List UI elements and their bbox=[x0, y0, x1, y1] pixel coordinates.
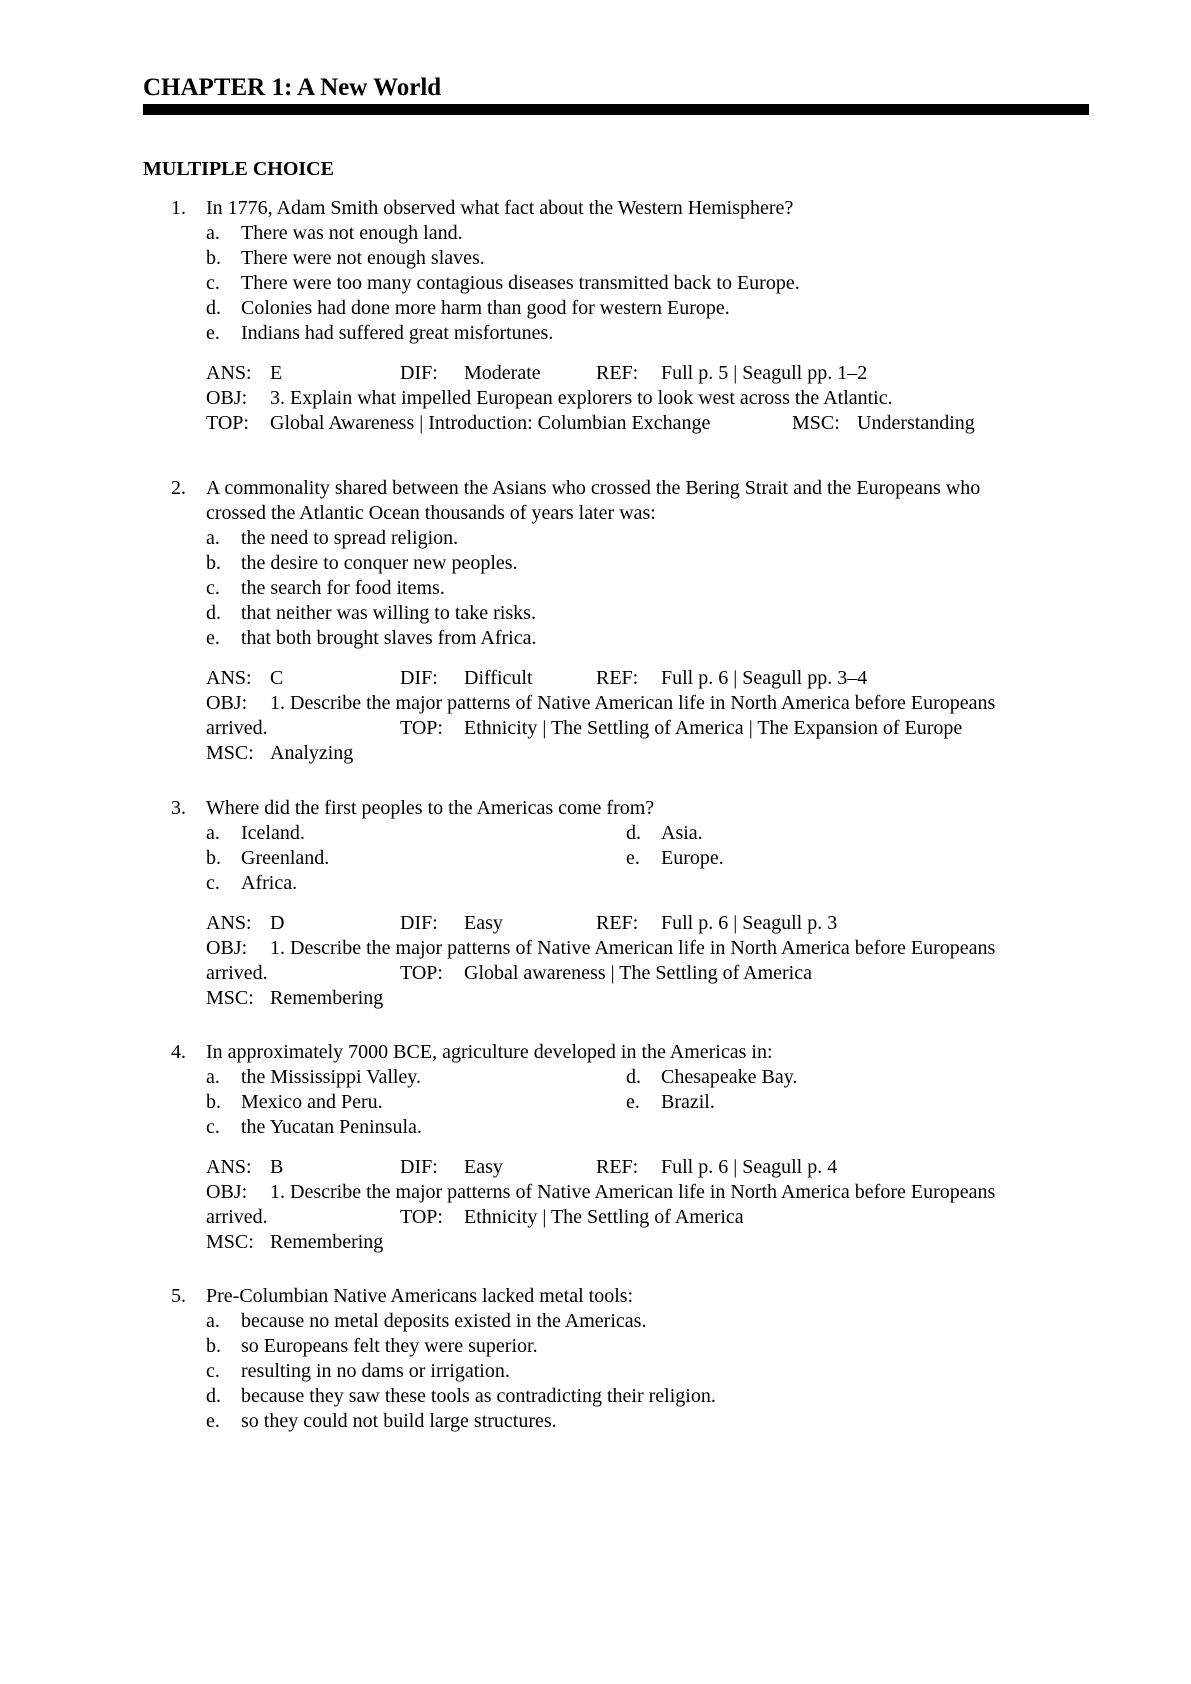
choice-letter: e. bbox=[206, 322, 220, 344]
question-number: 3. bbox=[171, 797, 186, 819]
answer-value: D bbox=[270, 912, 285, 934]
choice-text: so they could not build large structures. bbox=[241, 1410, 557, 1432]
msc-value: Remembering bbox=[270, 1231, 384, 1253]
choice-text: the desire to conquer new peoples. bbox=[241, 552, 518, 574]
choice-letter: b. bbox=[206, 1091, 221, 1113]
obj-label: OBJ: bbox=[206, 937, 248, 959]
choice-text: the Mississippi Valley. bbox=[241, 1066, 422, 1088]
choice-text: the Yucatan Peninsula. bbox=[241, 1116, 422, 1138]
choice-text: Mexico and Peru. bbox=[241, 1091, 383, 1113]
title-rule bbox=[143, 104, 1089, 115]
dif-label: DIF: bbox=[400, 1156, 438, 1178]
difficulty-value: Difficult bbox=[464, 667, 533, 689]
msc-value: Understanding bbox=[857, 412, 975, 434]
choice-letter: d. bbox=[206, 1385, 221, 1407]
choice-letter: c. bbox=[206, 1360, 220, 1382]
question-stem: crossed the Atlantic Ocean thousands of years later was: bbox=[206, 502, 656, 524]
msc-value: Remembering bbox=[270, 987, 384, 1009]
ref-label: REF: bbox=[596, 912, 639, 934]
question-number: 4. bbox=[171, 1041, 186, 1063]
choice-text: that both brought slaves from Africa. bbox=[241, 627, 537, 649]
choice-text: Europe. bbox=[661, 847, 724, 869]
dif-label: DIF: bbox=[400, 667, 438, 689]
choice-letter: e. bbox=[626, 1091, 640, 1113]
question-number: 2. bbox=[171, 477, 186, 499]
question-stem: A commonality shared between the Asians who crossed the Bering Strait and the Europeans who bbox=[206, 477, 981, 499]
choice-text: Greenland. bbox=[241, 847, 330, 869]
msc-label: MSC: bbox=[792, 412, 840, 434]
choice-text: Colonies had done more harm than good for western Europe. bbox=[241, 297, 730, 319]
top-label: TOP: bbox=[400, 1206, 443, 1228]
difficulty-value: Easy bbox=[464, 1156, 503, 1178]
reference-value: Full p. 6 | Seagull pp. 3–4 bbox=[661, 667, 868, 689]
answer-value: E bbox=[270, 362, 283, 384]
choice-text: Africa. bbox=[241, 872, 298, 894]
obj-label: OBJ: bbox=[206, 1181, 248, 1203]
topic-value: Ethnicity | The Settling of America bbox=[464, 1206, 744, 1228]
dif-label: DIF: bbox=[400, 362, 438, 384]
top-label: TOP: bbox=[206, 412, 249, 434]
msc-label: MSC: bbox=[206, 1231, 254, 1253]
reference-value: Full p. 5 | Seagull pp. 1–2 bbox=[661, 362, 868, 384]
choice-letter: a. bbox=[206, 822, 220, 844]
choice-text: Brazil. bbox=[661, 1091, 715, 1113]
topic-value: Global awareness | The Settling of America bbox=[464, 962, 812, 984]
choice-text: There were too many contagious diseases transmitted back to Europe. bbox=[241, 272, 800, 294]
choice-letter: c. bbox=[206, 872, 220, 894]
choice-text: Chesapeake Bay. bbox=[661, 1066, 798, 1088]
choice-text: because they saw these tools as contradicting their religion. bbox=[241, 1385, 716, 1407]
choice-letter: b. bbox=[206, 552, 221, 574]
choice-text: so Europeans felt they were superior. bbox=[241, 1335, 538, 1357]
question-stem: Pre-Columbian Native Americans lacked metal tools: bbox=[206, 1285, 634, 1307]
question-stem: In 1776, Adam Smith observed what fact about the Western Hemisphere? bbox=[206, 197, 794, 219]
choice-letter: c. bbox=[206, 1116, 220, 1138]
objective-continuation: arrived. bbox=[206, 962, 268, 984]
choice-letter: d. bbox=[626, 822, 641, 844]
msc-label: MSC: bbox=[206, 742, 254, 764]
obj-label: OBJ: bbox=[206, 692, 248, 714]
choice-letter: a. bbox=[206, 222, 220, 244]
ans-label: ANS: bbox=[206, 667, 252, 689]
obj-label: OBJ: bbox=[206, 387, 248, 409]
choice-letter: a. bbox=[206, 527, 220, 549]
choice-letter: d. bbox=[626, 1066, 641, 1088]
difficulty-value: Moderate bbox=[464, 362, 541, 384]
ref-label: REF: bbox=[596, 667, 639, 689]
difficulty-value: Easy bbox=[464, 912, 503, 934]
question-number: 5. bbox=[171, 1285, 186, 1307]
msc-value: Analyzing bbox=[270, 742, 354, 764]
choice-text: resulting in no dams or irrigation. bbox=[241, 1360, 510, 1382]
choice-letter: d. bbox=[206, 297, 221, 319]
question-stem: In approximately 7000 BCE, agriculture developed in the Americas in: bbox=[206, 1041, 773, 1063]
choice-letter: a. bbox=[206, 1310, 220, 1332]
dif-label: DIF: bbox=[400, 912, 438, 934]
ans-label: ANS: bbox=[206, 362, 252, 384]
choice-text: the search for food items. bbox=[241, 577, 445, 599]
reference-value: Full p. 6 | Seagull p. 4 bbox=[661, 1156, 838, 1178]
choice-letter: c. bbox=[206, 272, 220, 294]
choice-letter: b. bbox=[206, 847, 221, 869]
choice-text: There were not enough slaves. bbox=[241, 247, 485, 269]
choice-letter: e. bbox=[626, 847, 640, 869]
ref-label: REF: bbox=[596, 362, 639, 384]
choice-letter: a. bbox=[206, 1066, 220, 1088]
choice-letter: c. bbox=[206, 577, 220, 599]
objective-value: 1. Describe the major patterns of Native American life in North America before Europeans bbox=[270, 1181, 996, 1203]
section-heading: MULTIPLE CHOICE bbox=[143, 158, 334, 180]
page-title: CHAPTER 1: A New World bbox=[143, 74, 442, 101]
ans-label: ANS: bbox=[206, 912, 252, 934]
choice-text: There was not enough land. bbox=[241, 222, 463, 244]
msc-label: MSC: bbox=[206, 987, 254, 1009]
top-label: TOP: bbox=[400, 717, 443, 739]
choice-letter: e. bbox=[206, 627, 220, 649]
topic-value: Ethnicity | The Settling of America | The Expansion of Europe bbox=[464, 717, 963, 739]
objective-value: 1. Describe the major patterns of Native American life in North America before Europeans bbox=[270, 692, 996, 714]
objective-value: 1. Describe the major patterns of Native American life in North America before Europeans bbox=[270, 937, 996, 959]
choice-text: the need to spread religion. bbox=[241, 527, 459, 549]
answer-value: B bbox=[270, 1156, 284, 1178]
ans-label: ANS: bbox=[206, 1156, 252, 1178]
top-label: TOP: bbox=[400, 962, 443, 984]
topic-value: Global Awareness | Introduction: Columbian Exchange bbox=[270, 412, 711, 434]
choice-text: Indians had suffered great misfortunes. bbox=[241, 322, 554, 344]
choice-text: because no metal deposits existed in the Americas. bbox=[241, 1310, 647, 1332]
question-stem: Where did the first peoples to the Americas come from? bbox=[206, 797, 655, 819]
objective-continuation: arrived. bbox=[206, 1206, 268, 1228]
reference-value: Full p. 6 | Seagull p. 3 bbox=[661, 912, 838, 934]
objective-value: 3. Explain what impelled European explorers to look west across the Atlantic. bbox=[270, 387, 893, 409]
choice-text: that neither was willing to take risks. bbox=[241, 602, 536, 624]
choice-letter: b. bbox=[206, 1335, 221, 1357]
choice-letter: d. bbox=[206, 602, 221, 624]
ref-label: REF: bbox=[596, 1156, 639, 1178]
choice-text: Asia. bbox=[661, 822, 703, 844]
choice-letter: b. bbox=[206, 247, 221, 269]
choice-letter: e. bbox=[206, 1410, 220, 1432]
answer-value: C bbox=[270, 667, 284, 689]
question-number: 1. bbox=[171, 197, 186, 219]
objective-continuation: arrived. bbox=[206, 717, 268, 739]
choice-text: Iceland. bbox=[241, 822, 305, 844]
